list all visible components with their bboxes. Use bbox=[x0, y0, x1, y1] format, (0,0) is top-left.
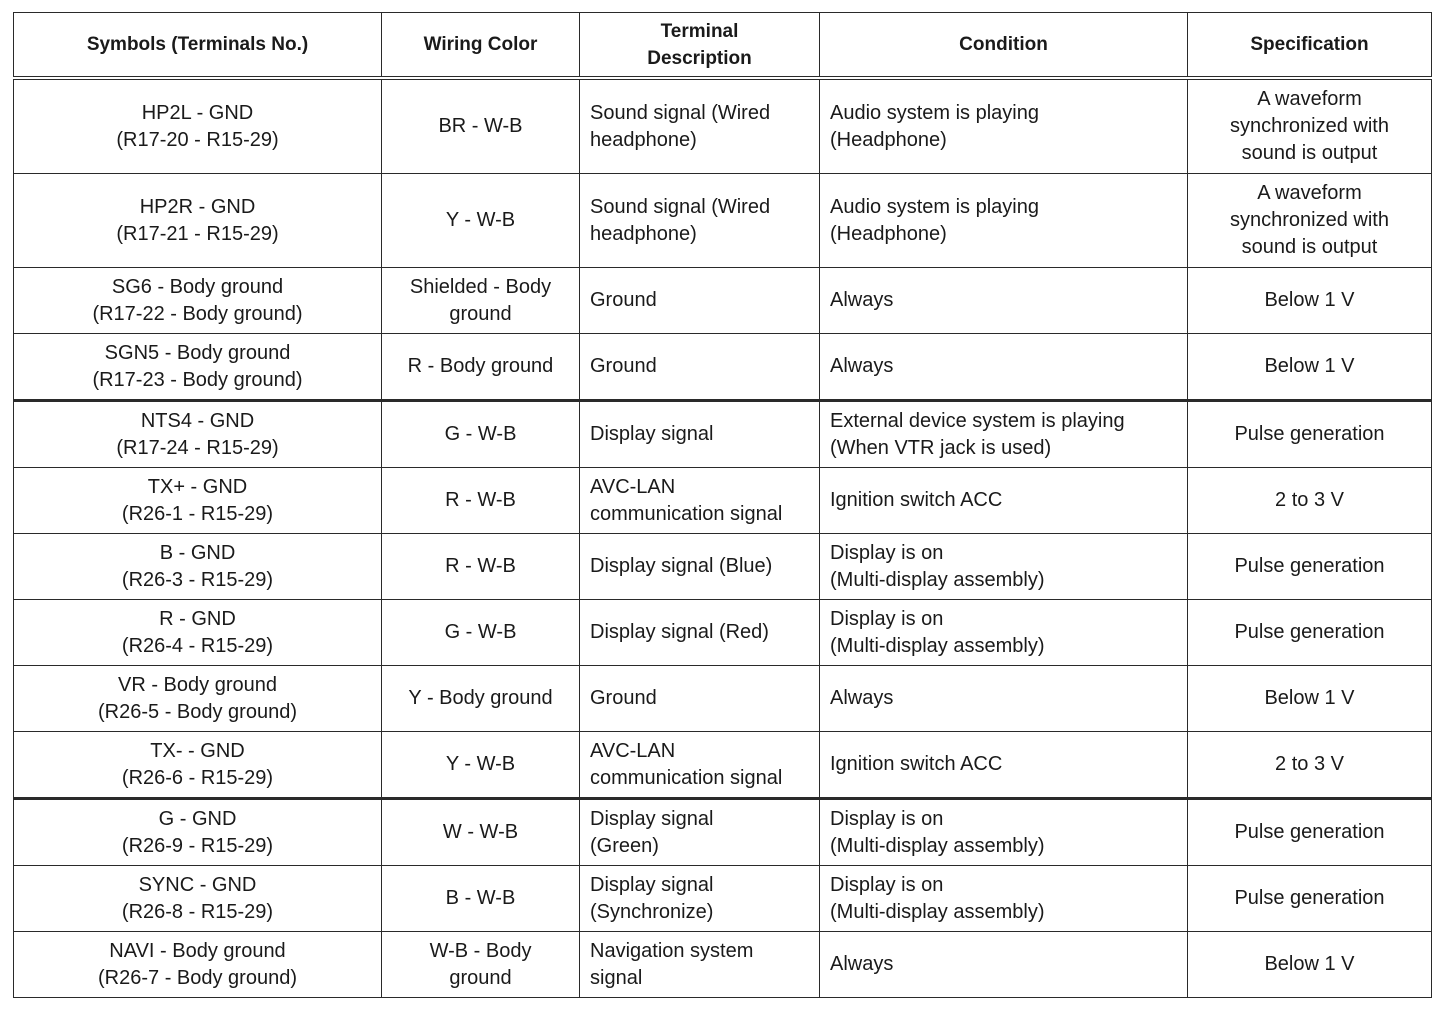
cell-symbol-line: (R17-21 - R15-29) bbox=[116, 222, 279, 245]
cell-symbol-line: (R26-6 - R15-29) bbox=[121, 766, 274, 789]
cell-condition-line: Always bbox=[830, 289, 894, 311]
cell-terminal-description bbox=[580, 600, 820, 666]
cell-condition bbox=[820, 932, 1188, 998]
cell-symbol-line: (R26-5 - Body ground) bbox=[98, 700, 297, 723]
cell-symbol bbox=[14, 866, 382, 932]
cell-symbol-line: SGN5 - Body ground bbox=[104, 341, 291, 364]
cell-wiring-color bbox=[382, 866, 580, 932]
cell-terminal-description-line: signal bbox=[590, 966, 643, 989]
cell-symbol-line: SG6 - Body ground bbox=[111, 275, 284, 298]
cell-condition bbox=[820, 732, 1188, 799]
header-wiring-color: Wiring Color bbox=[382, 13, 580, 79]
cell-wiring-color bbox=[382, 401, 580, 468]
cell-symbol-line: TX+ - GND bbox=[147, 475, 248, 498]
cell-wiring-color-line: ground bbox=[449, 966, 512, 989]
cell-terminal-description-line: Display signal (Blue) bbox=[590, 555, 773, 577]
cell-terminal-description-line: (Synchronize) bbox=[590, 900, 714, 923]
cell-symbol-line: (R17-20 - R15-29) bbox=[116, 128, 279, 151]
cell-symbol-line: (R17-22 - Body ground) bbox=[92, 302, 303, 325]
cell-terminal-description bbox=[580, 78, 820, 174]
cell-specification-line: sound is output bbox=[1241, 236, 1378, 258]
cell-wiring-color-line: R - Body ground bbox=[407, 355, 554, 377]
table-row bbox=[14, 334, 1432, 401]
cell-terminal-description-line: Navigation system bbox=[590, 939, 754, 962]
cell-symbol-line: VR - Body ground bbox=[118, 673, 277, 696]
cell-condition bbox=[820, 78, 1188, 174]
cell-specification-line: sound is output bbox=[1241, 142, 1378, 164]
cell-wiring-color-line: Y - W-B bbox=[445, 753, 516, 775]
cell-wiring-color bbox=[382, 666, 580, 732]
cell-wiring-color bbox=[382, 534, 580, 600]
cell-terminal-description bbox=[580, 174, 820, 268]
cell-condition-line: (Multi-display assembly) bbox=[830, 568, 1045, 591]
cell-specification bbox=[1188, 932, 1432, 998]
cell-wiring-color bbox=[382, 78, 580, 174]
cell-condition bbox=[820, 799, 1188, 866]
cell-wiring-color bbox=[382, 268, 580, 334]
cell-wiring-color-line: W-B - Body bbox=[429, 939, 532, 962]
cell-terminal-description-line: Display signal (Red) bbox=[590, 621, 769, 643]
cell-specification bbox=[1188, 534, 1432, 600]
cell-terminal-description-line: headphone) bbox=[590, 222, 697, 245]
cell-terminal-description bbox=[580, 268, 820, 334]
cell-specification-line: Pulse generation bbox=[1234, 621, 1385, 643]
cell-symbol-line: (R26-8 - R15-29) bbox=[121, 900, 274, 923]
cell-terminal-description bbox=[580, 866, 820, 932]
cell-wiring-color-line: Shielded - Body bbox=[409, 275, 552, 298]
cell-terminal-description-line: Ground bbox=[590, 289, 657, 311]
cell-terminal-description bbox=[580, 401, 820, 468]
cell-condition bbox=[820, 468, 1188, 534]
cell-specification bbox=[1188, 174, 1432, 268]
cell-wiring-color-line: W - W-B bbox=[442, 821, 519, 843]
cell-specification bbox=[1188, 666, 1432, 732]
cell-symbol-line: (R17-23 - Body ground) bbox=[92, 368, 303, 391]
header-row bbox=[14, 13, 1432, 79]
cell-condition-line: (Headphone) bbox=[830, 128, 947, 151]
cell-symbol bbox=[14, 600, 382, 666]
cell-wiring-color-line: Y - Body ground bbox=[408, 687, 553, 709]
cell-condition-line: Always bbox=[830, 355, 894, 377]
cell-symbol-line: (R26-4 - R15-29) bbox=[121, 634, 274, 657]
cell-symbol bbox=[14, 468, 382, 534]
cell-wiring-color-line: BR - W-B bbox=[438, 115, 523, 137]
cell-specification bbox=[1188, 732, 1432, 799]
cell-specification-line: Pulse generation bbox=[1234, 555, 1385, 577]
terminal-spec-table bbox=[13, 12, 1432, 998]
cell-specification bbox=[1188, 468, 1432, 534]
cell-specification-line: 2 to 3 V bbox=[1275, 753, 1344, 775]
cell-symbol-line: R - GND bbox=[159, 607, 236, 630]
table-header bbox=[14, 13, 1432, 79]
cell-condition-line: (Multi-display assembly) bbox=[830, 900, 1045, 923]
table-row bbox=[14, 401, 1432, 468]
cell-symbol bbox=[14, 666, 382, 732]
cell-terminal-description bbox=[580, 334, 820, 401]
table-row bbox=[14, 78, 1432, 174]
cell-specification bbox=[1188, 866, 1432, 932]
cell-terminal-description-line: Sound signal (Wired bbox=[590, 101, 771, 124]
cell-condition-line: Audio system is playing bbox=[830, 195, 1039, 218]
cell-condition-line: (Headphone) bbox=[830, 222, 947, 245]
cell-condition-line: Always bbox=[830, 687, 894, 709]
cell-wiring-color-line: R - W-B bbox=[445, 555, 516, 577]
cell-specification bbox=[1188, 401, 1432, 468]
table-row bbox=[14, 174, 1432, 268]
cell-symbol-line: SYNC - GND bbox=[138, 873, 257, 896]
cell-condition-line: (When VTR jack is used) bbox=[830, 436, 1052, 459]
cell-wiring-color bbox=[382, 468, 580, 534]
cell-wiring-color bbox=[382, 799, 580, 866]
cell-wiring-color-line: B - W-B bbox=[445, 887, 516, 909]
cell-symbol-line: (R26-1 - R15-29) bbox=[121, 502, 274, 525]
cell-condition-line: Display is on bbox=[830, 807, 944, 830]
table-row bbox=[14, 799, 1432, 866]
cell-wiring-color-line: G - W-B bbox=[444, 423, 517, 445]
cell-terminal-description bbox=[580, 799, 820, 866]
cell-condition-line: Always bbox=[830, 953, 894, 975]
cell-wiring-color-line: Y - W-B bbox=[445, 209, 516, 231]
cell-condition-line: Display is on bbox=[830, 541, 944, 564]
cell-terminal-description-line: AVC-LAN bbox=[590, 475, 676, 498]
cell-symbol-line: B - GND bbox=[159, 541, 236, 564]
table-body bbox=[14, 78, 1432, 998]
cell-specification-line: Below 1 V bbox=[1264, 687, 1355, 709]
cell-terminal-description bbox=[580, 666, 820, 732]
cell-wiring-color-line: G - W-B bbox=[444, 621, 517, 643]
cell-terminal-description-line: Display signal bbox=[590, 873, 714, 896]
cell-specification-line: A waveform bbox=[1257, 88, 1362, 110]
cell-symbol-line: (R26-9 - R15-29) bbox=[121, 834, 274, 857]
cell-symbol-line: (R26-7 - Body ground) bbox=[98, 966, 297, 989]
cell-terminal-description bbox=[580, 534, 820, 600]
cell-specification-line: Below 1 V bbox=[1264, 289, 1355, 311]
cell-specification-line: synchronized with bbox=[1230, 115, 1389, 137]
cell-wiring-color bbox=[382, 732, 580, 799]
cell-terminal-description-line: Sound signal (Wired bbox=[590, 195, 771, 218]
cell-symbol-line: G - GND bbox=[158, 807, 237, 830]
cell-terminal-description-line: Ground bbox=[590, 355, 657, 377]
header-symbols: Symbols (Terminals No.) bbox=[14, 13, 382, 79]
cell-condition-line: Display is on bbox=[830, 607, 944, 630]
cell-terminal-description bbox=[580, 468, 820, 534]
table-row bbox=[14, 732, 1432, 799]
header-terminal-description: Terminal Description bbox=[580, 13, 820, 79]
cell-terminal-description-line: AVC-LAN bbox=[590, 739, 676, 762]
cell-condition bbox=[820, 866, 1188, 932]
header-condition: Condition bbox=[820, 13, 1188, 79]
cell-terminal-description-line: communication signal bbox=[590, 502, 783, 525]
cell-symbol bbox=[14, 334, 382, 401]
cell-condition-line: External device system is playing bbox=[830, 409, 1125, 432]
cell-symbol bbox=[14, 268, 382, 334]
table-row bbox=[14, 268, 1432, 334]
cell-specification-line: Pulse generation bbox=[1234, 821, 1385, 843]
cell-symbol-line: (R26-3 - R15-29) bbox=[121, 568, 274, 591]
cell-wiring-color bbox=[382, 334, 580, 401]
cell-condition-line: Ignition switch ACC bbox=[830, 753, 1003, 775]
cell-symbol bbox=[14, 174, 382, 268]
cell-terminal-description-line: Ground bbox=[590, 687, 657, 709]
cell-condition bbox=[820, 534, 1188, 600]
cell-terminal-description-line: Display signal bbox=[590, 423, 714, 445]
cell-terminal-description-line: headphone) bbox=[590, 128, 697, 151]
cell-specification bbox=[1188, 334, 1432, 401]
cell-condition bbox=[820, 401, 1188, 468]
cell-condition bbox=[820, 174, 1188, 268]
cell-symbol bbox=[14, 401, 382, 468]
cell-symbol-line: NAVI - Body ground bbox=[109, 939, 286, 962]
cell-specification bbox=[1188, 268, 1432, 334]
cell-specification-line: Pulse generation bbox=[1234, 887, 1385, 909]
cell-wiring-color-line: ground bbox=[449, 302, 512, 325]
cell-wiring-color-line: R - W-B bbox=[445, 489, 516, 511]
cell-symbol-line: TX- - GND bbox=[150, 739, 245, 762]
cell-specification-line: Below 1 V bbox=[1264, 355, 1355, 377]
cell-specification bbox=[1188, 78, 1432, 174]
table-row bbox=[14, 600, 1432, 666]
cell-terminal-description bbox=[580, 932, 820, 998]
header-specification: Specification bbox=[1188, 13, 1432, 79]
cell-condition bbox=[820, 666, 1188, 732]
cell-specification-line: 2 to 3 V bbox=[1275, 489, 1344, 511]
table-row bbox=[14, 932, 1432, 998]
cell-specification-line: Below 1 V bbox=[1264, 953, 1355, 975]
cell-specification-line: synchronized with bbox=[1230, 209, 1389, 231]
table-row bbox=[14, 468, 1432, 534]
cell-wiring-color bbox=[382, 932, 580, 998]
cell-wiring-color bbox=[382, 600, 580, 666]
cell-condition bbox=[820, 334, 1188, 401]
cell-specification-line: A waveform bbox=[1257, 182, 1362, 204]
cell-condition bbox=[820, 268, 1188, 334]
cell-terminal-description bbox=[580, 732, 820, 799]
cell-symbol bbox=[14, 932, 382, 998]
cell-terminal-description-line: Display signal bbox=[590, 807, 714, 830]
table-row bbox=[14, 666, 1432, 732]
cell-symbol bbox=[14, 732, 382, 799]
cell-condition-line: Ignition switch ACC bbox=[830, 489, 1003, 511]
table-row bbox=[14, 866, 1432, 932]
cell-symbol bbox=[14, 78, 382, 174]
cell-condition-line: (Multi-display assembly) bbox=[830, 834, 1045, 857]
cell-symbol-line: NTS4 - GND bbox=[140, 409, 255, 432]
cell-terminal-description-line: (Green) bbox=[590, 834, 659, 857]
cell-specification bbox=[1188, 799, 1432, 866]
cell-symbol bbox=[14, 799, 382, 866]
cell-symbol-line: (R17-24 - R15-29) bbox=[116, 436, 279, 459]
table-row bbox=[14, 534, 1432, 600]
cell-symbol-line: HP2R - GND bbox=[139, 195, 256, 218]
cell-symbol bbox=[14, 534, 382, 600]
cell-wiring-color bbox=[382, 174, 580, 268]
cell-condition bbox=[820, 600, 1188, 666]
cell-condition-line: Audio system is playing bbox=[830, 101, 1039, 124]
cell-symbol-line: HP2L - GND bbox=[141, 101, 254, 124]
cell-terminal-description-line: communication signal bbox=[590, 766, 783, 789]
cell-specification bbox=[1188, 600, 1432, 666]
cell-specification-line: Pulse generation bbox=[1234, 423, 1385, 445]
cell-condition-line: (Multi-display assembly) bbox=[830, 634, 1045, 657]
cell-condition-line: Display is on bbox=[830, 873, 944, 896]
